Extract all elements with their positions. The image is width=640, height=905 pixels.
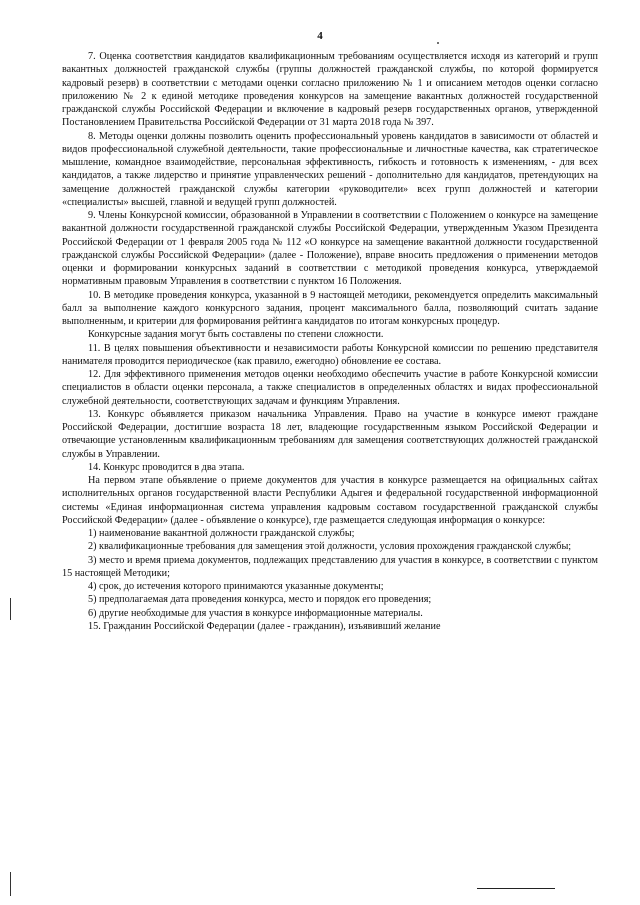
list-item-5: 5) предполагаемая дата проведения конкурса, место и порядок его проведения; [88,594,432,606]
paragraph-7: 7. Оценка соответствия кандидатов квалификационным требованиям осуществляется исходя из категорий и групп вакантных должностей гражданской службы (группы должностей гражданской службы, по которой формируется кадровый резерв) в соответствии с методами оценки согласно приложению № 1 и описанием методов оценки согласно приложению № 2 к единой методике проведения конкурсов на замещение вакантных должностей государственной гражданской службы Российской Федерации и включение в кадровый резерв государственных органов, утвержденной Постановлением Правительства Российской Федерации от 31 марта 2018 года № 397. [62,51,598,129]
list-item-3: 3) место и время приема документов, подлежащих представлению для участия в конкурсе, в соответствии с пунктом 15 настоящей Методики; [62,554,598,579]
paragraph-9: 9. Члены Конкурсной комиссии, образованной в Управлении в соответствии с Положением о конкурсе на замещение вакантной должности государственной гражданской службы Российской Федерации, утвержденным Указом Президента Российской Федерации от 1 февраля 2005 года № 112 «О конкурсе на замещение вакантной должности государственной гражданской службы Российской Федерации» (далее - Положение), вправе вносить предложения о применении методов оценки и формировании конкурсных заданий в соответствии с методикой проведения конкурса, утверждаемой нормативным правовым Управления в соответствии с пунктом 16 Положения. [62,210,598,288]
paragraph-10: 10. В методике проведения конкурса, указанной в 9 настоящей методики, рекомендуется определить максимальный балл за выполнение каждого конкурсного задания, процент максимального балла, позволяющий считать задание выполненным, и критерии для формирования рейтинга кандидатов по итогам конкурсных процедур. [62,289,598,327]
paragraph-12: 12. Для эффективного применения методов оценки необходимо обеспечить участие в работе Конкурсной комиссии специалистов в области оценки персонала, а также специалистов в определенных областях и видах профессиональной служебной деятельности, соответствующих задачам и функциям Управления. [62,369,598,407]
scan-margin-mark-bottom [10,872,11,896]
paragraph-13: 13. Конкурс объявляется приказом начальника Управления. Право на участие в конкурсе имеют граждане Российской Федерации, достигшие возраста 18 лет, владеющие государственным языком Российской Федерации и отвечающие установленным квалификационным требованиям для замещения соответствующих должностей гражданской службы в Управлении. [62,408,598,460]
list-item-2: 2) квалификационные требования для замещения этой должности, условия прохождения гражданской службы; [88,541,572,553]
list-item-4: 4) срок, до истечения которого принимаются указанные документы; [88,581,384,592]
paragraph-11: 11. В целях повышения объективности и независимости работы Конкурсной комиссии по решению представителя нанимателя проводится периодическое (как правило, ежегодно) обновление ее состава. [62,342,598,367]
page-number: 4 [317,30,323,42]
paragraph-14: 14. Конкурс проводится в два этапа. [88,461,245,473]
paragraph-14-first-stage: На первом этапе объявление о приеме документов для участия в конкурсе размещается на официальных сайтах исполнительных органов государственной власти Республики Адыгея и федеральной государственной информационной системы «Единая информационная система управления кадровым составом государственной гражданской службы Российской Федерации» (далее - объявление о конкурсе), где размещается следующая информация о конкурсе: [62,475,598,526]
paragraph-8: 8. Методы оценки должны позволить оценить профессиональный уровень кандидатов в зависимости от областей и видов профессиональной служебной деятельности, такие профессиональные и личностные качества, как стратегическое мышление, командное взаимодействие, персональная эффективность, гибкость и готовность к изменениям, - для всех кандидатов, а также лидерство и принятие управленческих решений - дополнительно для кандидатов, претендующих на замещение должностей гражданской службы категории «руководители» всех групп должностей и категории «специалисты» высшей, главной и ведущей групп должностей. [62,130,598,208]
list-item-6: 6) другие необходимые для участия в конкурсе информационные материалы. [88,607,423,619]
scan-dot [437,42,439,44]
footer-signature-line [477,888,555,889]
list-item-1: 1) наименование вакантной должности гражданской службы; [88,528,355,539]
document-body [62,50,598,633]
scan-margin-mark-top [10,598,11,620]
paragraph-15: 15. Гражданин Российской Федерации (далее - гражданин), изъявивший желание [88,620,441,632]
paragraph-10-note: Конкурсные задания могут быть составлены по степени сложности. [88,329,384,341]
